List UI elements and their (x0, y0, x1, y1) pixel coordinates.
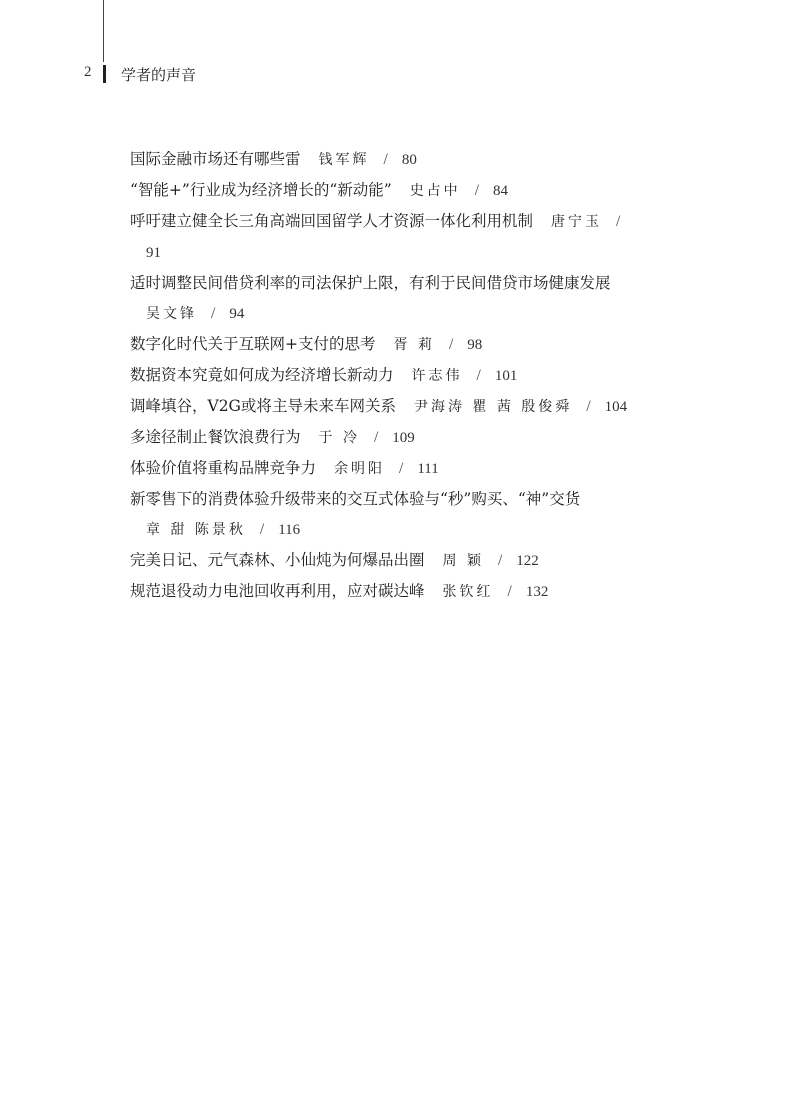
entry-title: 规范退役动力电池回收再利用，应对碳达峰 (130, 582, 425, 600)
entry-title: “智能+”行业成为经济增长的“新动能” (130, 181, 392, 199)
header-divider (103, 65, 106, 83)
entry-page: 116 (278, 522, 301, 538)
entry-separator: / (448, 336, 454, 353)
entry-page: 104 (604, 399, 628, 415)
entry-author: 史占中 (409, 183, 461, 199)
entry-author: 许志伟 (411, 368, 463, 384)
toc-entry (130, 360, 690, 391)
entry-separator: / (383, 151, 388, 168)
entry-title: 呼吁建立健全长三角高端回国留学人才资源一体化利用机制 (130, 212, 534, 230)
toc-entry (130, 391, 690, 422)
entry-page: 109 (392, 430, 415, 446)
entry-author: 吴文锋 (146, 306, 197, 322)
entry-author: 于 冷 (318, 430, 360, 446)
section-title: 学者的声音 (121, 66, 197, 84)
entry-author: 钱军辉 (318, 152, 370, 168)
entry-author: 章 甜 陈景秋 (146, 522, 246, 538)
entry-title: 新零售下的消费体验升级带来的交互式体验与“秒”购买、“神”交货 (130, 490, 581, 508)
entry-separator: / (476, 367, 481, 384)
toc-entry (130, 206, 690, 237)
entry-separator: / (474, 182, 479, 199)
table-of-contents (130, 144, 690, 607)
toc-entry (130, 453, 690, 484)
entry-title: 多途径制止餐饮浪费行为 (130, 428, 301, 446)
entry-separator: / (259, 521, 265, 538)
entry-page: 80 (401, 152, 417, 168)
entry-page: 98 (467, 337, 483, 353)
entry-page: 91 (146, 245, 161, 261)
toc-entry (130, 576, 690, 607)
running-header (0, 64, 800, 86)
entry-separator: / (507, 583, 512, 600)
entry-author: 周 颖 (442, 553, 484, 569)
entry-separator: / (497, 552, 503, 569)
entry-separator: / (616, 213, 621, 230)
entry-page: 94 (229, 306, 245, 322)
margin-rule (103, 0, 104, 62)
toc-entry-continuation (130, 298, 690, 329)
toc-entry-continuation (130, 514, 690, 545)
toc-entry (130, 422, 690, 453)
entry-author: 张钦红 (442, 584, 494, 600)
entry-author: 胥 莉 (393, 337, 435, 353)
entry-page: 111 (417, 461, 439, 477)
toc-entry (130, 484, 690, 514)
entry-page: 122 (516, 553, 539, 569)
toc-entry (130, 545, 690, 576)
toc-entry (130, 175, 690, 206)
entry-author: 唐宁玉 (551, 214, 603, 230)
entry-title: 调峰填谷，V2G或将主导未来车网关系 (130, 397, 396, 415)
toc-entry-continuation (130, 237, 690, 268)
entry-page: 101 (494, 368, 518, 384)
entry-author: 尹海涛 瞿 茜 殷俊舜 (413, 399, 573, 415)
entry-separator: / (211, 305, 216, 322)
entry-page: 132 (525, 584, 549, 600)
page-number: 2 (84, 64, 92, 80)
entry-title: 数据资本究竟如何成为经济增长新动力 (130, 366, 394, 384)
entry-title: 数字化时代关于互联网+支付的思考 (130, 335, 376, 353)
entry-separator: / (373, 429, 379, 446)
entry-separator: / (399, 460, 404, 477)
entry-title: 适时调整民间借贷利率的司法保护上限，有利于民间借贷市场健康发展 (130, 274, 611, 292)
entry-separator: / (586, 398, 591, 415)
toc-entry (130, 144, 690, 175)
entry-title: 体验价值将重构品牌竞争力 (130, 459, 317, 477)
toc-entry (130, 329, 690, 360)
entry-title: 国际金融市场还有哪些雷 (130, 150, 301, 168)
entry-title: 完美日记、元气森林、小仙炖为何爆品出圈 (130, 551, 425, 569)
entry-page: 84 (493, 183, 508, 199)
toc-entry (130, 268, 690, 298)
entry-author: 余明阳 (334, 461, 386, 477)
